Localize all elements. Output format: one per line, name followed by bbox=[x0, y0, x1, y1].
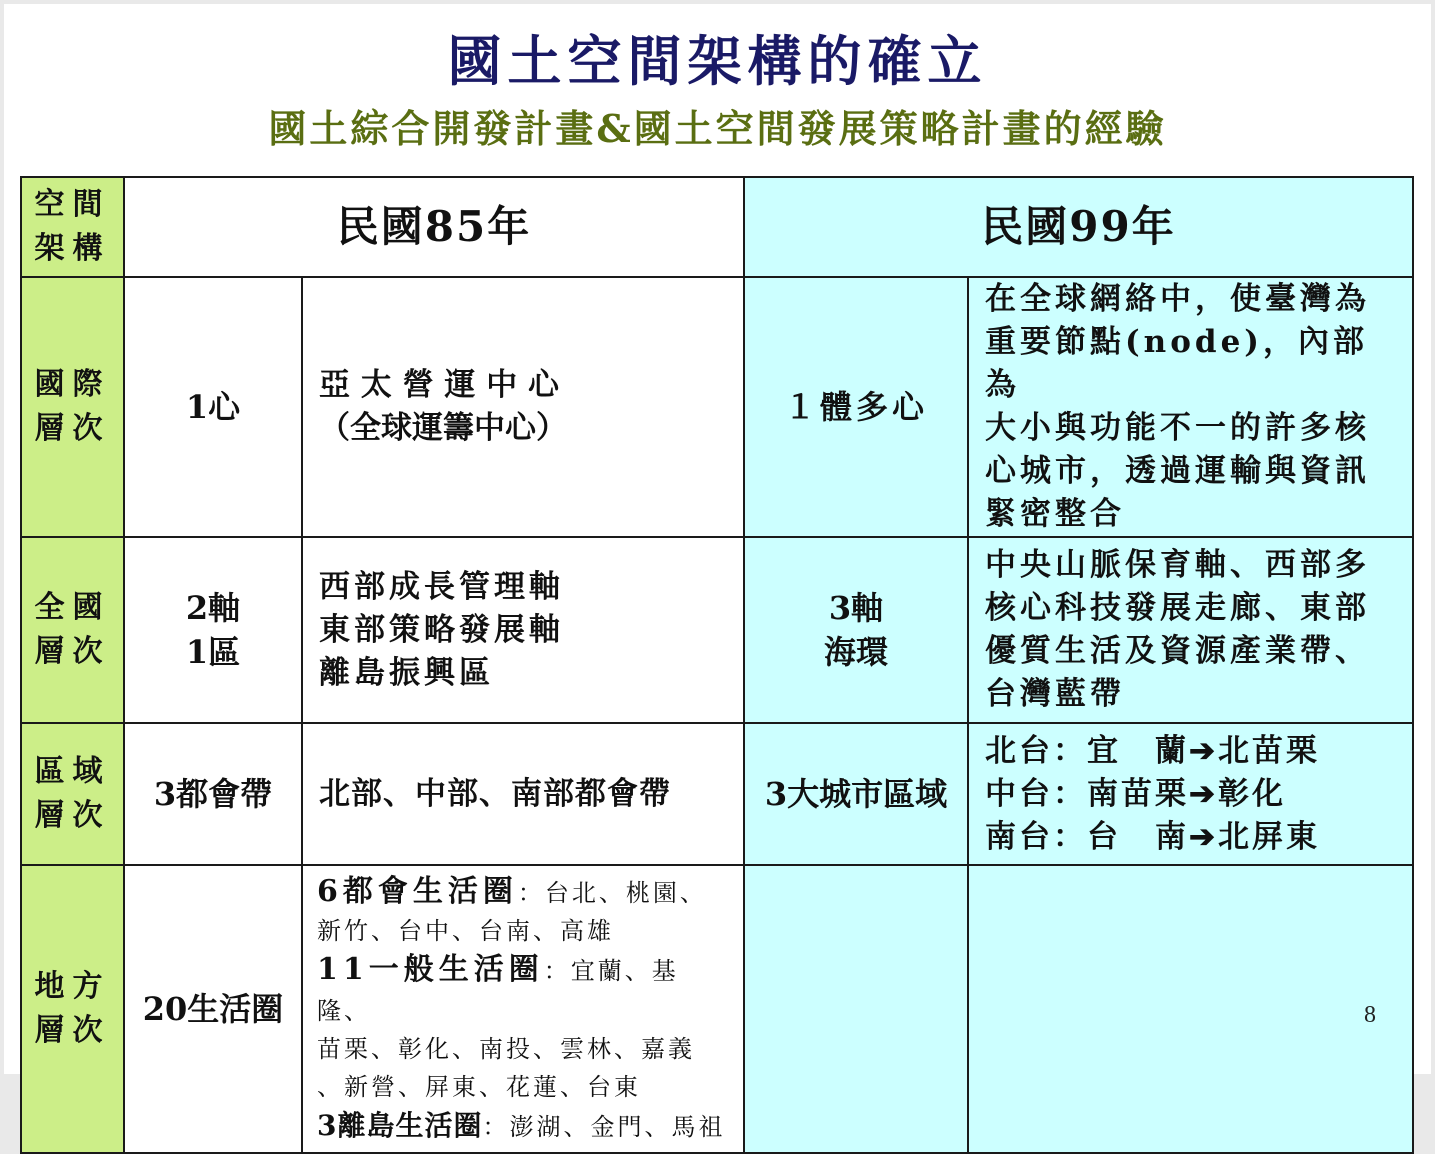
arrow-right-icon: ➔ bbox=[1189, 732, 1218, 769]
arrow-right-icon: ➔ bbox=[1189, 818, 1218, 855]
header-plan-99: 民國99年 bbox=[744, 177, 1413, 277]
p99-detail bbox=[968, 723, 1413, 865]
group-heading: 3離島生活圈 bbox=[317, 1109, 483, 1142]
row-label: 區域 層次 bbox=[21, 723, 124, 865]
header-label-cell: 空間 架構 bbox=[21, 177, 124, 277]
row-international bbox=[21, 277, 1413, 537]
p85-summary: 3都會帶 bbox=[124, 723, 302, 865]
slide-title: 國土空間架構的確立 bbox=[447, 29, 988, 93]
region-south: 南台：台 南➔北屏東 bbox=[985, 818, 1320, 855]
group-heading: 11一般生活圈 bbox=[317, 952, 544, 987]
p85-detail-spaced: 亞 太 營 運 中 心 bbox=[319, 367, 559, 403]
row-label: 全國 層次 bbox=[21, 537, 124, 723]
row-national bbox=[21, 537, 1413, 723]
p99-summary-empty bbox=[744, 865, 968, 1153]
p85-detail: 北部、中部、南部都會帶 bbox=[302, 723, 744, 865]
p85-summary: 20生活圈 bbox=[124, 865, 302, 1153]
group-heading: 6都會生活圈 bbox=[317, 874, 518, 909]
p99-detail: 在全球網絡中，使臺灣為 重要節點(node)，內部為 大小與功能不一的許多核 心城市，透過運輸與資訊 緊密整合 bbox=[968, 277, 1413, 537]
row-local bbox=[21, 865, 1413, 1153]
page-number: 8 bbox=[1364, 1002, 1376, 1028]
p85-detail: 亞 太 營 運 中 心 （全球運籌中心） bbox=[302, 277, 744, 537]
slide-subtitle: 國土綜合開發計畫&國土空間發展策略計畫的經驗 bbox=[268, 106, 1167, 151]
p99-summary: 3軸 海環 bbox=[744, 537, 968, 723]
arrow-right-icon: ➔ bbox=[1189, 775, 1218, 812]
table-header-row bbox=[21, 177, 1413, 277]
header-plan-85: 民國85年 bbox=[124, 177, 744, 277]
region-north: 北台：宜 蘭➔北苗栗 bbox=[985, 732, 1320, 769]
row-regional bbox=[21, 723, 1413, 865]
row-label: 國際 層次 bbox=[21, 277, 124, 537]
region-central: 中台：南苗栗➔彰化 bbox=[985, 775, 1286, 812]
p85-detail: 6都會生活圈：台北、桃園、 新竹、台中、台南、高雄 11一般生活圈：宜蘭、基隆、 苗栗、彰化、南投、雲林、嘉義 、新營、屏東、花蓮、台東 3離島生活圈：澎湖、金門、馬祖 bbox=[302, 865, 744, 1153]
p99-detail-empty bbox=[968, 865, 1413, 1153]
p99-summary: 3大城市區域 bbox=[744, 723, 968, 865]
p85-detail: 西部成長管理軸 東部策略發展軸 離島振興區 bbox=[302, 537, 744, 723]
p85-summary: 1心 bbox=[124, 277, 302, 537]
slide bbox=[4, 4, 1431, 1142]
row-label: 地方 層次 bbox=[21, 865, 124, 1153]
p99-summary: １體多心 bbox=[744, 277, 968, 537]
p99-detail: 中央山脈保育軸、西部多 核心科技發展走廊、東部 優質生活及資源產業帶、 台灣藍帶 bbox=[968, 537, 1413, 723]
p85-summary: 2軸 1區 bbox=[124, 537, 302, 723]
comparison-table bbox=[20, 176, 1414, 1154]
